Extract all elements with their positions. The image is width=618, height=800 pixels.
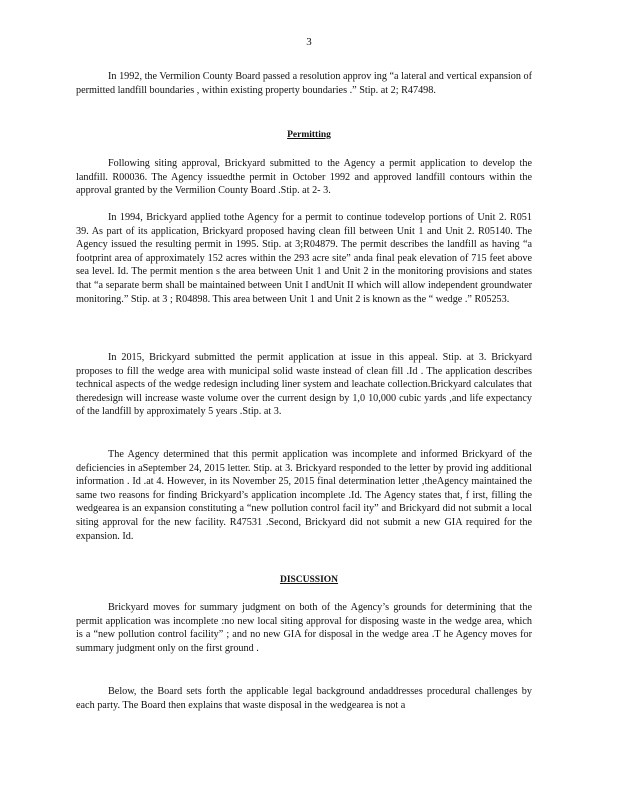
paragraph-1994-permit: In 1994, Brickyard applied tothe Agency for a permit to continue todevelop portions of Unit 2. R051 39. As part of its application, Brickyard proposed having clean fill between Unit 1 and Unit 2. R05140. The Agency issued the resulting permit in 1995. Stip. at 3;R04879. The permit describes the landfill as having “a footprint area of approximately 152 acres within the 293 acre site” anda final peak elevation of 715 feet above sea level. Id. The permit mention s the area between Unit 1 and Unit 2 in the monitoring provisions and states that “a separate berm shall be maintained between Unit I andUnit II which will allow independent groundwater monitoring.” Stip. at 3 ; R04898. This area between Unit 1 and Unit 2 is known as the “ wedge .” R05253. xyxy=(76,212,532,305)
heading-discussion-text: DISCUSSION xyxy=(279,575,339,585)
paragraph-1992-resolution: In 1992, the Vermilion County Board passed a resolution approv ing “a lateral and vertical expansion of permitted landfill boundaries , within existing property boundaries .” Stip. at 2; R47498. xyxy=(76,71,532,96)
paragraph-summary-judgment: Brickyard moves for summary judgment on both of the Agency’s grounds for determining that the permit application was incomplete :no new local siting approval for disposing waste in the wedge area, which is a “new pollution control facility” ; and no new GIA for disposal in the wedge area .T he Agency moves for summary judgment only on the first ground . xyxy=(76,602,532,654)
heading-permitting-text: Permitting xyxy=(287,130,331,140)
paragraph-2015-application: In 2015, Brickyard submitted the permit application at issue in this appeal. Stip. at 3. Brickyard proposes to fill the wedge area with municipal solid waste instead of clean fill .Id . The application describes technical aspects of the wedge redesign including liner system and leachate collection.Brickyard calculates that theredesign will increase waste volume over the current design by 1,0 10,000 cubic yards ,and life expectancy of the landfill by approximately 5 years .Stip. at 3. xyxy=(76,352,532,418)
heading-discussion xyxy=(0,575,618,585)
paragraph-agency-determination: The Agency determined that this permit application was incomplete and informed Brickyard of the deficiencies in aSeptember 24, 2015 letter. Stip. at 3. Brickyard responded to the letter by provid ing additional information . Id .at 4. However, in its November 25, 2015 final determination letter ,theAgency maintained the same two reasons for finding Brickyard’s application incomplete .Id. The Agency states that, f irst, filling the wedgearea is an expansion constituting a “new pollution control facil ity” and Brickyard did not submit a local siting approval for the new facility. R47531 .Second, Brickyard did not submit a new GIA required for the expansion. Id. xyxy=(76,449,532,542)
page-number: 3 xyxy=(306,36,312,48)
paragraph-board-overview: Below, the Board sets forth the applicable legal background andaddresses procedural challenges by each party. The Board then explains that waste disposal in the wedgearea is not a xyxy=(76,686,532,711)
paragraph-siting-approval: Following siting approval, Brickyard submitted to the Agency a permit application to develop the landfill. R00036. The Agency issuedthe permit in October 1992 and approved landfill contours within the approval granted by the Vermilion County Board .Stip. at 2- 3. xyxy=(76,158,532,197)
heading-permitting xyxy=(0,130,618,140)
